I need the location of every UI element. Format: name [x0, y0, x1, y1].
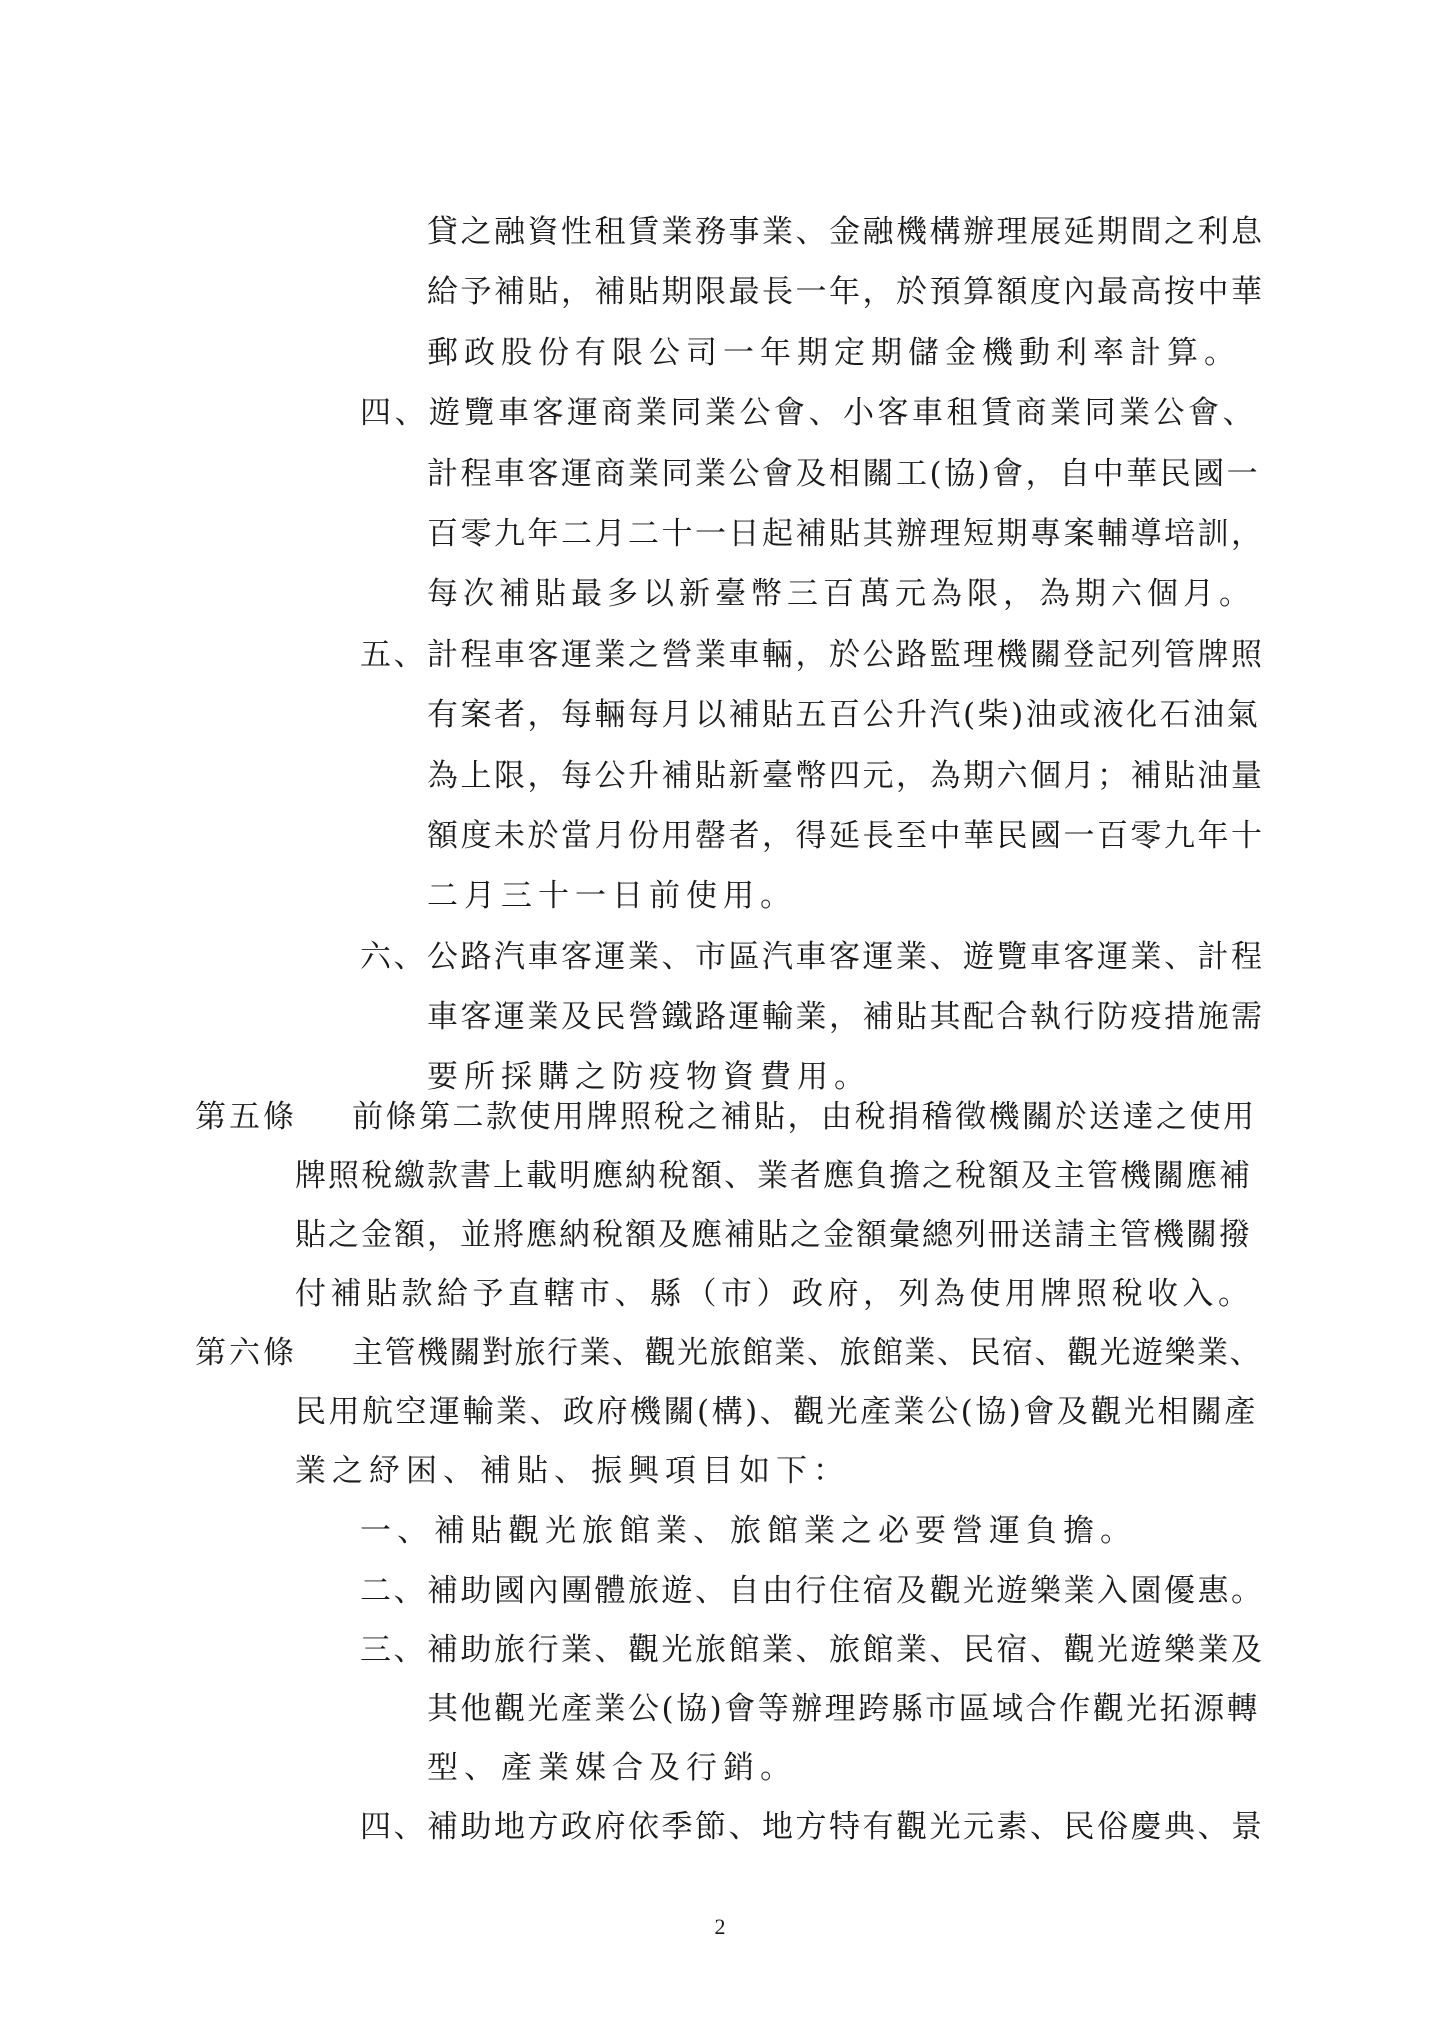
text-line: 貼之金額，並將應納稅額及應補貼之金額彙總列冊送請主管機關撥 — [295, 1217, 1252, 1253]
text-line: 二月三十一日前使用。 — [427, 878, 797, 914]
text-line: 民用航空運輸業、政府機關(構)、觀光產業公(協)會及觀光相關產 — [295, 1394, 1258, 1430]
text-line: 付補貼款給予直轄市、縣（市）政府，列為使用牌照稅收入。 — [295, 1276, 1254, 1312]
article-5-text: 前條第二款使用牌照稅之補貼，由稅捐稽徵機關於送達之使用 — [352, 1099, 1257, 1135]
list-item-5: 五、計程車客運業之營業車輛，於公路監理機關登記列管牌照 — [360, 637, 1265, 673]
article-6-label: 第六條 — [195, 1335, 297, 1371]
list-item-2: 二、補助國內團體旅遊、自由行住宿及觀光遊樂業入園優惠。 — [360, 1573, 1265, 1609]
text-line: 要所採購之防疫物資費用。 — [427, 1059, 871, 1095]
article-6-text: 主管機關對旅行業、觀光旅館業、旅館業、民宿、觀光遊樂業、 — [352, 1335, 1262, 1371]
page-number: 2 — [714, 1914, 726, 1939]
text-line: 型、產業媒合及行銷。 — [427, 1750, 797, 1786]
list-item-6: 六、公路汽車客運業、市區汽車客運業、遊覽車客運業、計程 — [360, 939, 1265, 975]
list-item-3: 三、補助旅行業、觀光旅館業、旅館業、民宿、觀光遊樂業及 — [360, 1632, 1265, 1668]
text-line: 車客運業及民營鐵路運輸業，補貼其配合執行防疫措施需 — [427, 999, 1265, 1035]
text-line: 有案者，每輛每月以補貼五百公升汽(柴)油或液化石油氣 — [427, 697, 1261, 733]
text-line: 為上限，每公升補貼新臺幣四元，為期六個月；補貼油量 — [427, 758, 1265, 794]
text-line: 每次補貼最多以新臺幣三百萬元為限，為期六個月。 — [427, 576, 1255, 612]
text-line: 郵政股份有限公司一年期定期儲金機動利率計算。 — [427, 335, 1241, 371]
text-line: 計程車客運商業同業公會及相關工(協)會，自中華民國一 — [427, 456, 1261, 492]
list-item-1: 一、補貼觀光旅館業、旅館業之必要營運負擔。 — [360, 1513, 1137, 1549]
text-line: 額度未於當月份用罄者，得延長至中華民國一百零九年十 — [427, 818, 1265, 854]
article-5-label: 第五條 — [195, 1099, 297, 1135]
text-line: 貸之融資性租賃業務事業、金融機構辦理展延期間之利息 — [427, 214, 1265, 250]
text-line: 給予補貼，補貼期限最長一年，於預算額度內最高按中華 — [427, 274, 1265, 310]
text-line: 其他觀光產業公(協)會等辦理跨縣市區域合作觀光拓源轉 — [427, 1691, 1261, 1727]
text-line: 牌照稅繳款書上載明應納稅額、業者應負擔之稅額及主管機關應補 — [295, 1158, 1252, 1194]
list-item-4b: 四、補助地方政府依季節、地方特有觀光元素、民俗慶典、景 — [360, 1809, 1265, 1845]
text-line: 百零九年二月二十一日起補貼其辦理短期專案輔導培訓， — [427, 516, 1265, 552]
text-line: 業之紓困、補貼、振興項目如下： — [295, 1453, 850, 1489]
list-item-4: 四、遊覽車客運商業同業公會、小客車租賃商業同業公會、 — [360, 395, 1257, 431]
